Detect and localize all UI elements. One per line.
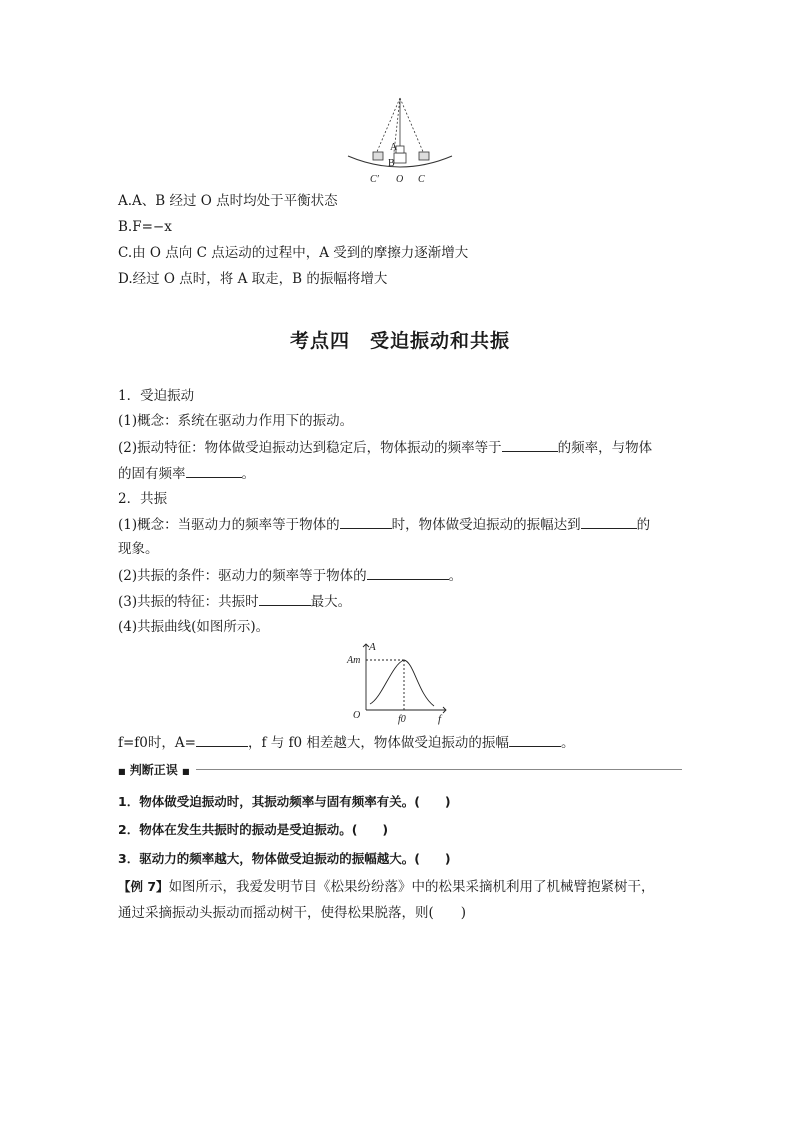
label-a: A: [390, 142, 398, 153]
label-c: C: [418, 174, 425, 185]
judge-header: ■ 判断正误 ■: [118, 763, 190, 777]
option-c: C.由 O 点向 C 点运动的过程中，A 受到的摩擦力逐渐增大: [118, 245, 469, 261]
forced-concept: (1)概念：系统在驱动力作用下的振动。: [118, 413, 354, 429]
formula-line: f=f0时，A= ，f 与 f0 相差越大，物体做受迫振动的振幅 。: [118, 732, 574, 753]
blank-resonance-concept-1[interactable]: [340, 514, 392, 529]
resonance-condition: (2)共振的条件：驱动力的频率等于物体的 。: [118, 565, 462, 586]
blank-resonance-concept-2[interactable]: [581, 514, 637, 529]
curve-x-axis-label: f: [438, 713, 442, 725]
pendulum-bowl-figure: [340, 94, 460, 186]
example-tag: 【例 7】: [118, 879, 169, 894]
bullet-icon: ■: [118, 767, 126, 776]
example-line2: 通过采摘振动头振动而摇动树干，使得松果脱落，则( ): [118, 905, 467, 921]
blank-resonance-feature[interactable]: [259, 591, 311, 606]
section-title: 考点四 受迫振动和共振: [289, 330, 510, 352]
resonance-curve-figure: [342, 638, 454, 728]
option-d: D.经过 O 点时，将 A 取走，B 的振幅将增大: [118, 271, 388, 287]
blank-driving-force[interactable]: [502, 437, 558, 452]
bullet-icon: ■: [181, 767, 190, 776]
curve-am-label: Am: [347, 655, 361, 666]
resonance-curve-label: (4)共振曲线(如图所示)。: [118, 619, 270, 635]
judge-divider: [196, 769, 682, 770]
option-a: A.A、B 经过 O 点时均处于平衡状态: [118, 193, 338, 209]
resonance-feature: (3)共振的特征：共振时 最大。: [118, 591, 351, 612]
forced-heading: 1．受迫振动: [118, 388, 195, 404]
example-line1: 【例 7】如图所示，我爱发明节目《松果纷纷落》中的松果采摘机利用了机械臂抱紧树干，: [118, 879, 655, 895]
curve-origin-label: O: [353, 710, 361, 721]
blank-resonance-condition[interactable]: [367, 565, 449, 580]
resonance-concept-line1: (1)概念：当驱动力的频率等于物体的 时，物体做受迫振动的振幅达到 的: [118, 514, 650, 535]
blank-amplitude-resonance[interactable]: [196, 732, 248, 747]
label-o: O: [396, 174, 404, 185]
label-c-prime: C′: [370, 174, 379, 185]
judge-item-2: 2．物体在发生共振时的振动是受迫振动。( ): [118, 822, 389, 837]
blank-natural-frequency[interactable]: [186, 463, 242, 478]
curve-y-axis-label: A: [369, 641, 376, 653]
resonance-concept-line2: 现象。: [118, 541, 159, 557]
forced-feature-line2: 的固有频率 。: [118, 463, 255, 484]
option-b: B.F=−x: [118, 219, 172, 235]
judge-item-1: 1．物体做受迫振动时，其振动频率与固有频率有关。( ): [118, 794, 451, 809]
resonance-heading: 2．共振: [118, 491, 168, 507]
judge-item-3: 3．驱动力的频率越大，物体做受迫振动的振幅越大。( ): [118, 851, 451, 866]
forced-feature-line1: (2)振动特征：物体做受迫振动达到稳定后，物体振动的频率等于 的频率，与物体: [118, 437, 652, 458]
curve-f0-label: f0: [398, 714, 406, 725]
label-b: B: [388, 158, 395, 169]
blank-amplitude-trend[interactable]: [509, 732, 561, 747]
